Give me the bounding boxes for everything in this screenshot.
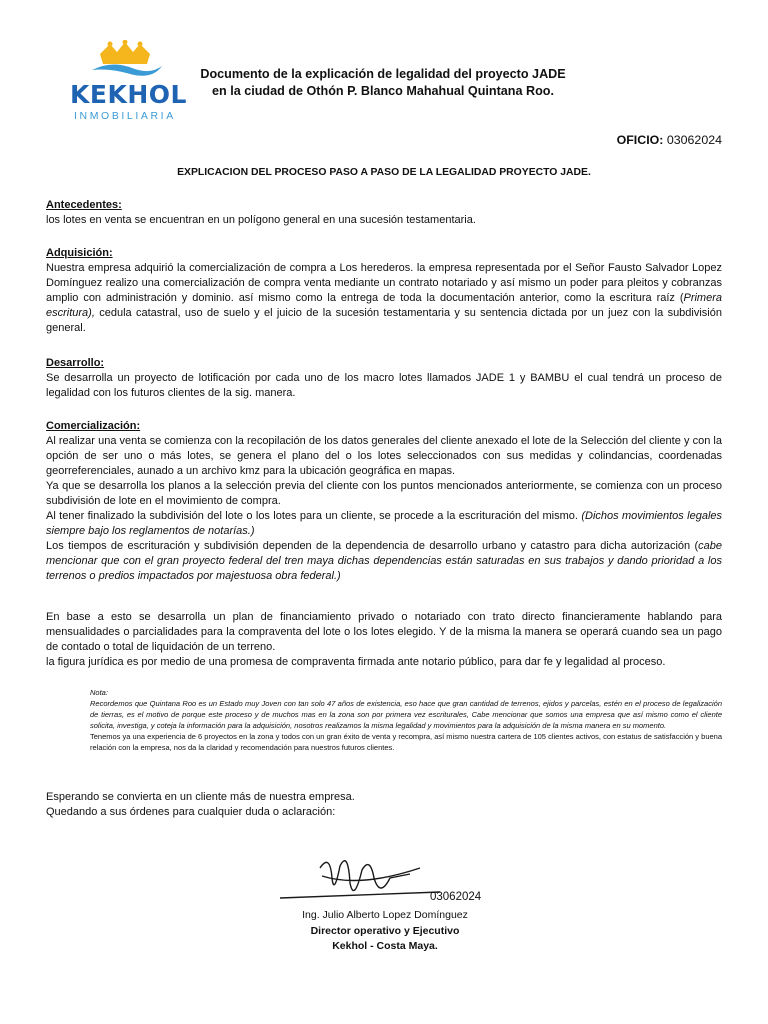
oficio-label: OFICIO: [616,133,664,147]
title-line-1: Documento de la explicación de legalidad del proyecto JADE [200,67,566,81]
section-title: Desarrollo: [46,357,105,369]
crown-icon [100,40,150,64]
section-desarrollo [46,356,722,401]
closing-line-2: Quedando a sus órdenes para cualquier duda o aclaración: [46,806,336,818]
oficio-reference [617,133,722,147]
section-financiamiento [46,610,722,670]
note-title: Nota: [90,688,108,697]
title-line-2: en la ciudad de Othón P. Blanco Mahahual Quintana Roo. [212,84,554,98]
section-paragraph: Al tener finalizado la subdivisión del lote o los lotes para un cliente, se procede a la escrituración del mismo. (Dichos movimientos legales siempre bajo los reglamentos de notarías.) [46,510,723,537]
logo-brand-name: KEKHOL [70,80,187,109]
section-paragraph: la figura jurídica es por medio de una promesa de compraventa firmada ante notario público, para dar fe y legalidad al proceso. [46,656,666,668]
section-paragraph: En base a esto se desarrolla un plan de financiamiento privado o notariado con trato directo financieramente hablando para mensualidades o parcialidades para la compraventa del lote o los lotes elegido. Y de la misma la manera se operará cuando sea un pago de contado o total de liquidación de un terreno. [46,611,722,653]
section-text: Se desarrolla un proyecto de lotificación por cada uno de los macro lotes llamados JADE 1 y BAMBU el cual tendrá un proceso de legalidad con los futuros clientes de la sig. manera. [46,372,722,399]
signer-position: Director operativo y Ejecutivo [310,924,460,937]
signer-company: Kekhol - Costa Maya. [332,940,438,952]
section-title: Comercialización: [46,420,141,432]
section-title: Adquisición: [46,247,113,259]
logo-brand-subtitle: INMOBILIARIA [74,110,176,122]
note-block [90,687,722,753]
process-heading: EXPLICACION DEL PROCESO PASO A PASO DE LA LEGALIDAD PROYECTO JADE. [177,167,591,178]
oficio-number: 03062024 [666,133,722,147]
section-comercializacion [46,419,722,584]
section-paragraph: Al realizar una venta se comienza con la recopilación de los datos generales del cliente anexado el lote de la Selección del cliente y con la opción de ser uno o más lotes, se genera el plano del o los lotes seleccionados con sus medidas y colindancias, coordenadas georreferenciales, aunado a un archivo kmz para la ubicación geográfica en mapas. [46,435,722,477]
section-antecedentes [46,198,722,228]
note-italic-text: Recordemos que Quintana Roo es un Estado muy Joven con tan solo 47 años de existencia, eso hace que gran cantidad de terrenos, ejidos y parcelas, estén en el proceso de legalización de tierras, es el motivo de porque este proceso y de muchos mas en la zona son por primera vez escriturales, Cabe mencionar que somos una empresa que así mismo como el cliente solicita, investiga, y coteja la información para la adquisición, nosotros realizamos la misma legalidad y movimientos para la adquisición de la misma manera en su momento. [90,699,722,730]
section-text: los lotes en venta se encuentran en un polígono general en una sucesión testamentaria. [46,214,476,226]
signer-name: Ing. Julio Alberto Lopez Domínguez [302,909,468,921]
section-title: Antecedentes: [46,199,122,211]
signature-block [270,908,500,955]
signature-number: 03062024 [430,891,482,903]
section-paragraph: Los tiempos de escrituración y subdivisión dependen de la dependencia de desarrollo urbano y catastro para dicha autorización (cabe mencionar que con el gran proyecto federal del tren maya dichas dependencias están saturadas en sus trabajos y dando prioridad a los terrenos o predios impactados por majestuosa obra federal.) [46,540,722,582]
section-text: Nuestra empresa adquirió la comercialización de compra a Los herederos. la empresa representada por el Señor Fausto Salvador Lopez Domínguez realizo una comercialización de compra venta mediante un contrato notariado y así mismo un poder para pleitos y cobranzas amplio con administración y dominio. así mismo como la entrega de toda la documentación anterior, como la escritura raíz (Primera escritura), cedula catastral, uso de suelo y el juicio de la sucesión testamentaria y su sentencia dictada por un juez con la subdivisión general. [46,262,722,334]
note-text: Tenemos ya una experiencia de 6 proyectos en la zona y todos con un gran éxito de venta y recompra, así mismo nuestra cartera de 105 clientes activos, con estatus de satisfacción y buena relación con la empresa, nos da la claridad y recomendación para nuestros futuros clientes. [90,732,722,752]
section-paragraph: Ya que se desarrolla los planos a la selección previa del cliente con los puntos mencionados anteriormente, se comienza con un proceso subdivisión de lote en el movimiento de compra. [46,480,722,507]
section-adquisicion [46,246,722,336]
document-title [140,66,626,100]
closing [46,790,722,820]
closing-line-1: Esperando se convierta en un cliente más de nuestra empresa. [46,791,355,803]
